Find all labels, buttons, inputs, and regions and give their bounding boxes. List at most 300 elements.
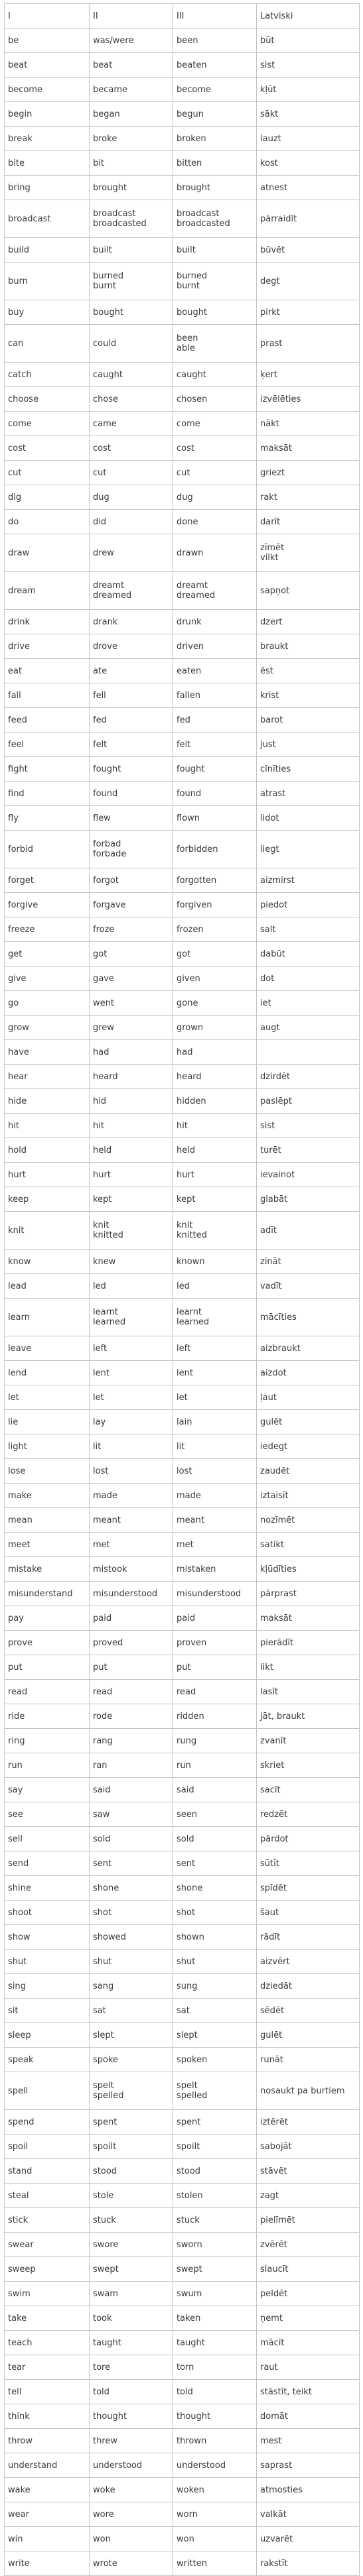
cell-text: sapņot	[260, 585, 290, 596]
table-row	[5, 300, 360, 325]
cell-text: fell	[93, 690, 106, 701]
cell-text: burned	[177, 271, 208, 281]
cell-text: lent	[177, 1368, 193, 1378]
cell-past-participle	[173, 732, 257, 757]
table-row	[5, 2527, 360, 2551]
table-row	[5, 1999, 360, 2023]
table-row	[5, 2429, 360, 2453]
cell-latvian	[257, 1212, 360, 1250]
cell-text: left	[93, 1343, 108, 1354]
cell-text: been	[177, 35, 198, 46]
cell-text: swear	[8, 2239, 34, 2250]
cell-text: proved	[93, 1637, 123, 1648]
cell-text: fight	[8, 764, 28, 774]
cell-text: hide	[8, 1096, 27, 1106]
cell-text: keep	[8, 1194, 29, 1204]
cell-past-simple	[90, 29, 173, 53]
cell-text: found	[177, 788, 202, 799]
cell-infinitive	[5, 2048, 90, 2072]
cell-text: tear	[8, 2362, 26, 2372]
cell-text: turēt	[260, 1145, 281, 1155]
cell-latvian	[257, 2184, 360, 2208]
table-row	[5, 2551, 360, 2576]
cell-past-simple	[90, 1040, 173, 1065]
cell-latvian	[257, 757, 360, 782]
cell-text: speak	[8, 2054, 34, 2065]
cell-text: stood	[177, 2166, 201, 2176]
cell-past-participle	[173, 1950, 257, 1974]
cell-text: maksāt	[260, 443, 292, 453]
cell-text: augt	[260, 1022, 280, 1033]
cell-text: zināt	[260, 1256, 281, 1267]
cell-past-participle	[173, 2257, 257, 2282]
cell-text: jāt, braukt	[260, 1711, 305, 1722]
cell-text: leave	[8, 1343, 32, 1354]
cell-text: knit	[8, 1225, 25, 1236]
table-body	[5, 29, 360, 2576]
cell-text: lauzt	[260, 133, 281, 144]
cell-latvian	[257, 2502, 360, 2527]
cell-latvian	[257, 2135, 360, 2159]
cell-text: burnt	[93, 281, 116, 291]
cell-text: barot	[260, 715, 283, 725]
cell-latvian	[257, 127, 360, 151]
cell-latvian	[257, 2023, 360, 2048]
table-row	[5, 2110, 360, 2135]
cell-text: rung	[177, 1735, 197, 1746]
cell-text: spoil	[8, 2141, 29, 2152]
cell-latvian	[257, 1434, 360, 1459]
cell-infinitive	[5, 2257, 90, 2282]
cell-text: zaudēt	[260, 1466, 290, 1476]
cell-text: broadcast	[93, 209, 136, 219]
cell-past-simple	[90, 868, 173, 893]
table-row	[5, 2478, 360, 2502]
table-row	[5, 510, 360, 534]
cell-text: hidden	[177, 1096, 206, 1106]
table-row	[5, 1925, 360, 1950]
cell-infinitive	[5, 325, 90, 363]
table-header	[5, 4, 360, 29]
cell-text: wore	[93, 2509, 114, 2520]
cell-past-participle	[173, 2072, 257, 2110]
cell-text: redzēt	[260, 1809, 288, 1820]
cell-past-simple	[90, 1606, 173, 1631]
cell-text: spoilt	[93, 2141, 117, 2152]
cell-text: braukt	[260, 641, 289, 652]
cell-infinitive	[5, 1680, 90, 1704]
cell-infinitive	[5, 1876, 90, 1901]
cell-infinitive	[5, 2380, 90, 2404]
cell-past-simple	[90, 412, 173, 436]
cell-infinitive	[5, 1827, 90, 1851]
cell-past-participle	[173, 2355, 257, 2380]
cell-text: learn	[8, 1312, 30, 1322]
cell-infinitive	[5, 2355, 90, 2380]
cell-past-participle	[173, 2023, 257, 2048]
cell-past-participle	[173, 917, 257, 942]
cell-text: mest	[260, 2435, 282, 2446]
cell-text: thrown	[177, 2435, 207, 2446]
table-row	[5, 29, 360, 53]
cell-text: seen	[177, 1809, 198, 1820]
cell-latvian	[257, 1827, 360, 1851]
cell-latvian	[257, 1582, 360, 1606]
cell-text: draw	[8, 548, 30, 558]
cell-past-participle	[173, 2331, 257, 2355]
cell-text: pay	[8, 1613, 24, 1623]
cell-text: sold	[177, 1834, 194, 1844]
cell-text: spīdēt	[260, 1883, 287, 1893]
cell-text: swam	[93, 2288, 119, 2299]
cell-past-participle	[173, 238, 257, 263]
cell-infinitive	[5, 2110, 90, 2135]
cell-latvian	[257, 510, 360, 534]
table-row	[5, 263, 360, 300]
cell-text: broadcasted	[93, 219, 147, 229]
cell-text: written	[177, 2558, 208, 2569]
cell-text: gulēt	[260, 1417, 283, 1427]
cell-infinitive	[5, 1533, 90, 1557]
cell-text: burnt	[177, 281, 200, 291]
cell-past-simple	[90, 1778, 173, 1802]
cell-text: felt	[177, 739, 191, 750]
table-row	[5, 1508, 360, 1533]
cell-text: bite	[8, 158, 25, 168]
cell-past-participle	[173, 1533, 257, 1557]
cell-text: showed	[93, 1932, 126, 1942]
cell-infinitive	[5, 1459, 90, 1484]
cell-text: gulēt	[260, 2030, 283, 2040]
cell-text: dug	[93, 492, 109, 502]
cell-past-participle	[173, 659, 257, 683]
cell-past-simple	[90, 2208, 173, 2233]
cell-past-simple	[90, 2355, 173, 2380]
table-row	[5, 1876, 360, 1901]
cell-text: lend	[8, 1368, 27, 1378]
table-row	[5, 2380, 360, 2404]
cell-text: likt	[260, 1662, 273, 1672]
cell-infinitive	[5, 1434, 90, 1459]
cell-text: come	[177, 418, 200, 429]
cell-past-simple	[90, 2110, 173, 2135]
cell-text: dabūt	[260, 949, 285, 959]
cell-past-participle	[173, 683, 257, 708]
cell-past-simple	[90, 200, 173, 238]
cell-past-participle	[173, 29, 257, 53]
cell-text: iet	[260, 998, 271, 1008]
cell-latvian	[257, 1089, 360, 1114]
cell-text: see	[8, 1809, 23, 1820]
cell-past-participle	[173, 485, 257, 510]
cell-text: ate	[93, 666, 108, 676]
cell-past-simple	[90, 1729, 173, 1753]
cell-past-participle	[173, 1299, 257, 1336]
table-row	[5, 1950, 360, 1974]
cell-text: begin	[8, 109, 33, 119]
cell-infinitive	[5, 1187, 90, 1212]
cell-infinitive	[5, 1925, 90, 1950]
cell-past-simple	[90, 102, 173, 127]
cell-text: iedegt	[260, 1441, 288, 1452]
cell-text: slept	[93, 2030, 114, 2040]
cell-past-participle	[173, 893, 257, 917]
cell-text: swim	[8, 2288, 31, 2299]
cell-text: aizvērt	[260, 1956, 290, 1967]
cell-text: aizmirst	[260, 875, 295, 886]
cell-text: dot	[260, 973, 275, 984]
cell-text: done	[177, 516, 198, 527]
cell-text: taught	[93, 2337, 121, 2348]
cell-past-participle	[173, 1827, 257, 1851]
cell-past-participle	[173, 2159, 257, 2184]
table-row	[5, 1753, 360, 1778]
cell-past-simple	[90, 1901, 173, 1925]
cell-latvian	[257, 2453, 360, 2478]
cell-text: šaut	[260, 1907, 279, 1918]
cell-latvian	[257, 2478, 360, 2502]
cell-text: mean	[8, 1515, 33, 1525]
cell-text: buy	[8, 307, 25, 318]
cell-past-simple	[90, 1950, 173, 1974]
cell-infinitive	[5, 1163, 90, 1187]
cell-past-participle	[173, 2110, 257, 2135]
cell-text: lost	[93, 1466, 109, 1476]
table-row	[5, 436, 360, 461]
cell-text: feel	[8, 739, 25, 750]
cell-infinitive	[5, 1410, 90, 1434]
cell-text: būt	[260, 35, 275, 46]
cell-text: learned	[93, 1317, 126, 1327]
cell-text: zagt	[260, 2190, 279, 2201]
cell-text: cut	[93, 467, 107, 478]
cell-text: brought	[177, 182, 211, 193]
cell-text: put	[93, 1662, 108, 1672]
cell-text: hit	[8, 1120, 19, 1131]
cell-past-participle	[173, 1361, 257, 1385]
cell-latvian	[257, 2110, 360, 2135]
cell-text: broke	[93, 133, 117, 144]
cell-text: taken	[177, 2313, 201, 2323]
cell-infinitive	[5, 1336, 90, 1361]
cell-past-participle	[173, 325, 257, 363]
cell-past-simple	[90, 1876, 173, 1901]
table-row	[5, 1138, 360, 1163]
cell-infinitive	[5, 300, 90, 325]
cell-text: gave	[93, 973, 114, 984]
cell-text: sell	[8, 1834, 23, 1844]
cell-infinitive	[5, 1778, 90, 1802]
cell-text: forgotten	[177, 875, 217, 886]
cell-past-simple	[90, 2404, 173, 2429]
cell-text: sat	[93, 2005, 106, 2016]
cell-infinitive	[5, 782, 90, 806]
cell-text: fought	[93, 764, 121, 774]
table-row	[5, 534, 360, 572]
cell-past-simple	[90, 732, 173, 757]
cell-past-simple	[90, 300, 173, 325]
cell-text: kept	[93, 1194, 112, 1204]
cell-infinitive	[5, 151, 90, 176]
cell-past-simple	[90, 325, 173, 363]
cell-text: cut	[8, 467, 22, 478]
table-row	[5, 78, 360, 102]
cell-infinitive	[5, 2282, 90, 2306]
cell-past-participle	[173, 1434, 257, 1459]
cell-latvian	[257, 2380, 360, 2404]
cell-past-participle	[173, 831, 257, 868]
cell-past-participle	[173, 1114, 257, 1138]
cell-latvian	[257, 1299, 360, 1336]
cell-text: cost	[8, 443, 26, 453]
cell-text: flew	[93, 813, 111, 823]
cell-text: liegt	[260, 844, 279, 854]
cell-text: had	[177, 1047, 193, 1057]
cell-text: sākt	[260, 109, 279, 119]
table-row	[5, 1089, 360, 1114]
cell-latvian	[257, 53, 360, 78]
table-row	[5, 1434, 360, 1459]
cell-past-participle	[173, 806, 257, 831]
cell-latvian	[257, 1361, 360, 1385]
cell-text: had	[93, 1047, 109, 1057]
cell-text: paslēpt	[260, 1096, 292, 1106]
cell-text: krist	[260, 690, 279, 701]
cell-infinitive	[5, 1138, 90, 1163]
cell-text: peldēt	[260, 2288, 288, 2299]
table-row	[5, 1459, 360, 1484]
cell-text: sold	[93, 1834, 111, 1844]
table-row	[5, 2072, 360, 2110]
cell-text: led	[177, 1281, 190, 1291]
cell-text: said	[177, 1785, 194, 1795]
cell-past-simple	[90, 708, 173, 732]
cell-past-simple	[90, 238, 173, 263]
cell-latvian	[257, 1851, 360, 1876]
cell-past-participle	[173, 534, 257, 572]
cell-text: thought	[93, 2411, 127, 2422]
cell-latvian	[257, 1606, 360, 1631]
cell-latvian	[257, 1065, 360, 1089]
cell-past-participle	[173, 176, 257, 200]
table-row	[5, 1533, 360, 1557]
cell-text: built	[177, 245, 196, 255]
cell-infinitive	[5, 610, 90, 634]
cell-text: shoot	[8, 1907, 33, 1918]
cell-latvian	[257, 942, 360, 966]
cell-text: been	[177, 333, 198, 343]
cell-past-participle	[173, 1925, 257, 1950]
cell-text: make	[8, 1490, 32, 1501]
cell-past-simple	[90, 757, 173, 782]
cell-text: show	[8, 1932, 31, 1942]
cell-latvian	[257, 893, 360, 917]
table-row	[5, 1631, 360, 1655]
cell-infinitive	[5, 991, 90, 1016]
table-row	[5, 868, 360, 893]
cell-past-participle	[173, 1089, 257, 1114]
cell-text: shut	[93, 1956, 112, 1967]
cell-text: sacīt	[260, 1785, 281, 1795]
cell-past-simple	[90, 363, 173, 387]
cell-past-simple	[90, 510, 173, 534]
cell-text: mistook	[93, 1564, 127, 1574]
irregular-verbs-table	[4, 3, 360, 2576]
cell-infinitive	[5, 966, 90, 991]
cell-text: dig	[8, 492, 22, 502]
cell-past-participle	[173, 78, 257, 102]
cell-past-simple	[90, 1655, 173, 1680]
table-row	[5, 1802, 360, 1827]
cell-text: think	[8, 2411, 30, 2422]
cell-text: threw	[93, 2435, 118, 2446]
cell-text: grow	[8, 1022, 29, 1033]
table-row	[5, 1557, 360, 1582]
cell-latvian	[257, 412, 360, 436]
header-cell-latvian: Latviski	[257, 4, 360, 29]
table-row	[5, 893, 360, 917]
cell-past-simple	[90, 917, 173, 942]
cell-infinitive	[5, 2184, 90, 2208]
cell-latvian	[257, 1533, 360, 1557]
cell-text: met	[177, 1539, 194, 1550]
cell-text: dreamt	[177, 581, 208, 591]
cell-past-simple	[90, 1459, 173, 1484]
table-row	[5, 2306, 360, 2331]
cell-past-simple	[90, 1299, 173, 1336]
cell-text: run	[177, 1760, 191, 1771]
cell-text: spend	[8, 2117, 35, 2127]
cell-infinitive	[5, 1753, 90, 1778]
cell-text: kļūt	[260, 84, 277, 95]
cell-infinitive	[5, 485, 90, 510]
cell-infinitive	[5, 102, 90, 127]
cell-text: mācīties	[260, 1312, 297, 1322]
cell-text: zvērēt	[260, 2239, 287, 2250]
cell-latvian	[257, 1508, 360, 1533]
cell-text: forgive	[8, 900, 38, 910]
cell-past-simple	[90, 387, 173, 412]
cell-text: ring	[8, 1735, 25, 1746]
cell-text: drink	[8, 616, 30, 627]
table-row	[5, 782, 360, 806]
cell-text: feed	[8, 715, 27, 725]
cell-text: build	[8, 245, 29, 255]
cell-infinitive	[5, 2072, 90, 2110]
cell-past-simple	[90, 78, 173, 102]
cell-past-participle	[173, 1704, 257, 1729]
cell-past-simple	[90, 1484, 173, 1508]
cell-past-participle	[173, 782, 257, 806]
cell-past-participle	[173, 151, 257, 176]
cell-past-participle	[173, 200, 257, 238]
cell-text: mācīt	[260, 2337, 285, 2348]
cell-past-simple	[90, 176, 173, 200]
cell-text: woken	[177, 2485, 204, 2495]
cell-past-simple	[90, 1802, 173, 1827]
cell-past-participle	[173, 1016, 257, 1040]
cell-infinitive	[5, 572, 90, 610]
cell-text: just	[260, 739, 276, 750]
cell-text: built	[93, 245, 112, 255]
cell-infinitive	[5, 2159, 90, 2184]
table-row	[5, 53, 360, 78]
cell-latvian	[257, 806, 360, 831]
cell-past-participle	[173, 461, 257, 485]
cell-text: let	[93, 1392, 104, 1403]
cell-text: went	[93, 998, 114, 1008]
cell-latvian	[257, 1163, 360, 1187]
